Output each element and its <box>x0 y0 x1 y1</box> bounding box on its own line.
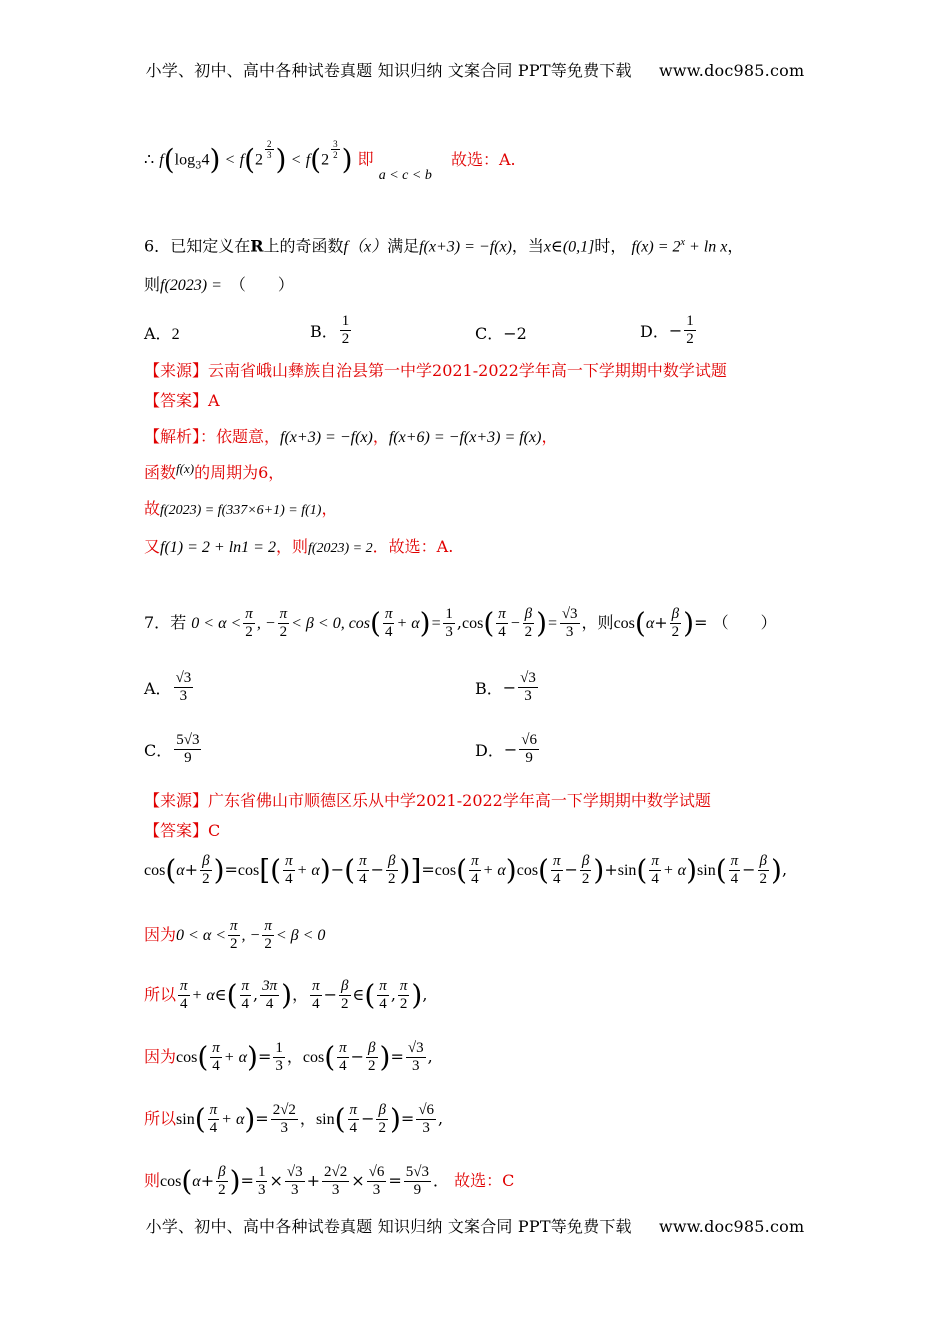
q6-answer: 【答案】A <box>144 391 220 410</box>
q6-analysis-1: 【解析】：依题意，f(x+3) = −f(x)，f(x+6) = −f(x+3) = f(x)， <box>144 427 558 446</box>
header-site[interactable]: www.doc985.com <box>659 61 805 80</box>
footer-text: 小学、初中、高中各种试卷真题 知识归纳 文案合同 PPT等免费下载 <box>145 1217 632 1236</box>
q7-stem: 7．若 0 < α < $\frac{\pi}{2}$ , − $\frac{\pi}{2}$ < β < 0, cos( $\frac{\pi}{4}$ + α)= $\frac{1}{3}$ ,cos( $\frac{\pi}{4}$ − $\frac{\beta}{2}$ )= $\frac{√3}{3}$ ，则cos(α+ $\frac{\beta}{2}$ )= （ ） <box>144 606 777 640</box>
q7-option-d[interactable]: D．− $\frac{√6}{9}$ <box>475 732 537 766</box>
q7-step-4: 因为cos( $\frac{\pi}{4}$ + α)= $\frac{1}{3}$ ，cos( $\frac{\pi}{4}$ − $\frac{\beta}{2}$ )= $\frac{√3}{3}$ , <box>144 1040 433 1074</box>
q7-source: 【来源】广东省佛山市顺德区乐从中学2021-2022学年高一下学期期中数学试题 <box>144 791 711 810</box>
header-text: 小学、初中、高中各种试卷真题 知识归纳 文案合同 PPT等免费下载 <box>145 61 632 80</box>
q6-ask: 则f(2023) = （ ） <box>144 275 294 294</box>
q6-option-d[interactable]: D．− $\frac{1}{2}$ <box>640 313 694 347</box>
q7-option-b[interactable]: B．− $\frac{√3}{3}$ <box>475 670 536 704</box>
q7-step-6: 则cos(α+ $\frac{\beta}{2}$ )= $\frac{1}{3}$ × $\frac{√3}{3}$ + $\frac{2√2}{3}$ × $\frac{√6}{3}$ = $\frac{5√3}{9}$ ． 故选：C <box>144 1164 515 1198</box>
q6-stem: 6．已知定义在R上的奇函数f（x）满足f(x+3) = −f(x)，当x∈(0,1]时， $f(x) = 2^x + \ln x$， <box>144 236 744 256</box>
q6-analysis-2: 函数$^{f(x)}$的周期为6， <box>144 461 285 482</box>
q6-analysis-3: 故f(2023) = f(337×6+1) = f(1)， <box>144 499 338 518</box>
q6-analysis-4: 又f(1) = 2 + ln1 = 2，则f(2023) = 2．故选：A. <box>144 537 454 556</box>
q7-step-2: 因为0 < α < $\frac{\pi}{2}$ , − $\frac{\pi}{2}$ < β < 0 <box>144 918 326 952</box>
q7-step-5: 所以sin( $\frac{\pi}{4}$ + α)= $\frac{2√2}{3}$ ，sin( $\frac{\pi}{4}$ − $\frac{\beta}{2}$ )= $\frac{√6}{3}$ , <box>144 1102 444 1136</box>
page-header <box>0 58 950 81</box>
q7-option-c[interactable]: C． $\frac{5√3}{9}$ <box>144 732 200 766</box>
q6-option-b[interactable]: B． $\frac{1}{2}$ <box>310 313 350 347</box>
q7-answer: 【答案】C <box>144 821 221 840</box>
q7-option-a[interactable]: A． $\frac{√3}{3}$ <box>144 670 192 704</box>
prev-conclusion-line: ∴ $f(\log_34) < f(2$ $\frac{2}{3}$ ) < f(2 $\frac{3}{2}$ ) 即 a < c < b 故选：A. <box>144 139 516 183</box>
q7-step-3: 所以 $\frac{\pi}{4}$ + α∈( $\frac{\pi}{4}$ , $\frac{3\pi}{4}$ )， $\frac{\pi}{4}$ − $\frac{\beta}{2}$ ∈( $\frac{\pi}{4}$ , $\frac{\pi}{2}$ ), <box>144 978 428 1012</box>
q7-step-1: cos(α+ $\frac{\beta}{2}$ )=cos[( $\frac{\pi}{4}$ + α)−( $\frac{\pi}{4}$ − $\frac{\beta}{2}$ )]=cos( $\frac{\pi}{4}$ + α)cos( $\frac{\pi}{4}$ − $\frac{\beta}{2}$ )+sin( $\frac{\pi}{4}$ + α)sin( $\frac{\pi}{4}$ − $\frac{\beta}{2}$ ), <box>144 853 788 887</box>
page-footer <box>0 1214 950 1237</box>
footer-site[interactable]: www.doc985.com <box>659 1217 805 1236</box>
q6-option-c[interactable]: C．−2 <box>475 324 527 343</box>
q6-source: 【来源】云南省峨山彝族自治县第一中学2021-2022学年高一下学期期中数学试题 <box>144 361 727 380</box>
q6-option-a[interactable]: A．2 <box>144 324 180 343</box>
